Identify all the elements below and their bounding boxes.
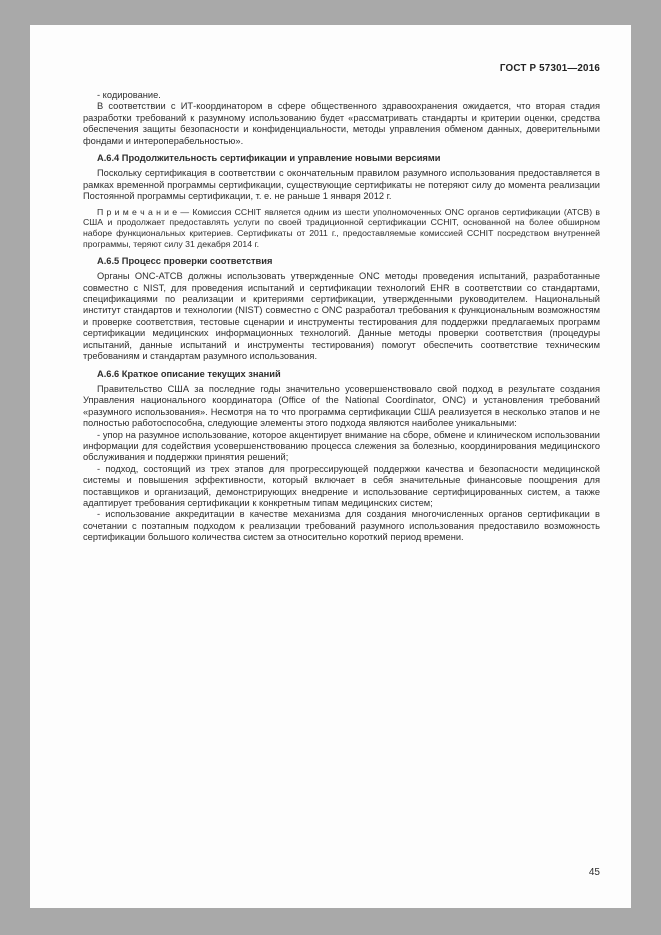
- paragraph: В соответствии с ИТ-координатором в сфере общественного здравоохранения ожидается, что вторая стадия разработки требований к разумному использованию будет «рассматривать стандарты и критерии оценки, средства обеспечения защиты безопасности и конфиденциальности, методы управления обменом данных, доверительными фондами и интероперабельностью».: [83, 101, 600, 146]
- document-body: [83, 90, 600, 544]
- paragraph: Органы ONC-АТСВ должны использовать утвержденные ONC методы проведения испытаний, разработанные совместно с NIST, для проведения испытаний и сертификации технологий EHR в соответствии со стандартами, спецификациями по реализации и критериями сертификации, утвержденными руководителем. Национальный институт стандартов и технологии (NIST) совместно с ONC разработал требования к функциональным возможностям и проверке соответствия, тестовые сценарии и инструменты тестирования для поддержки предлагаемых программ сертификации медицинских информационных технологий. Данные методы проверки соответствия (процедуры испытаний, данные испытаний и инструменты тестирования) помогут обеспечить соответствие техническим требованиям и стандартам разумного использования.: [83, 271, 600, 362]
- list-item: - использование аккредитации в качестве механизма для создания многочисленных органов сертификации в сочетании с поэтапным подходом к реализации требований разумного использования предоставило возможность сертификации большого количества систем за относительно короткий период времени.: [83, 509, 600, 543]
- paragraph: Правительство США за последние годы значительно усовершенствовало свой подход в результате создания Управления национального координатора (Office of the National Coordinator, ONC) и установления требований «разумного использования». Несмотря на то что программа сертификации США реализуется в несколько этапов и не полностью работоспособна, следующие элементы этого подхода являются наиболее уникальными:: [83, 383, 600, 429]
- section-heading-a66: А.6.6 Краткое описание текущих знаний: [97, 368, 281, 379]
- list-item: - кодирование.: [97, 90, 161, 100]
- list-item: - подход, состоящий из трех этапов для прогрессирующей поддержки качества и безопасности медицинской системы и повышения эффективности, который включает в себя значительные финансовые поощрения для поставщиков и организаций, демонстрирующих внедрение и использование сертифицированных систем, а также адаптирует требования сертификации к конкретным типам медицинских систем;: [83, 463, 600, 508]
- running-header: ГОСТ Р 57301—2016: [499, 63, 600, 74]
- section-heading-a65: А.6.5 Процесс проверки соответствия: [97, 255, 273, 266]
- paragraph: Поскольку сертификация в соответствии с окончательным правилом разумного использования предоставляется в рамках временной программы сертификации, существующие сертификаты не потеряют силу до момента реализации Постоянной программы сертификации, т. е. не раньше 1 января 2012 г.: [83, 168, 600, 202]
- document-page: [30, 25, 631, 908]
- page-number: 45: [588, 867, 600, 878]
- note-paragraph: П р и м е ч а н и е — Комиссия CCHIT является одним из шести уполномоченных ONC органов сертификации (АТСВ) в США и продолжает предоставлять услуги по своей традиционной сертификации CCHIT, основанной на более обширном наборе функциональных критериев. Сертификаты от 2011 г., предоставляемые комиссией CCHIT посредством внутренней программы, теряют силу 31 декабря 2014 г.: [83, 206, 600, 250]
- section-heading-a64: А.6.4 Продолжительность сертификации и управление новыми версиями: [97, 153, 441, 164]
- list-item: - упор на разумное использование, которое акцентирует внимание на сборе, обмене и клиническом использовании информации для содействия усовершенствованию процесса слежения за болезнью, координирования медицинского обслуживания и поддержки принятия решений;: [83, 429, 600, 463]
